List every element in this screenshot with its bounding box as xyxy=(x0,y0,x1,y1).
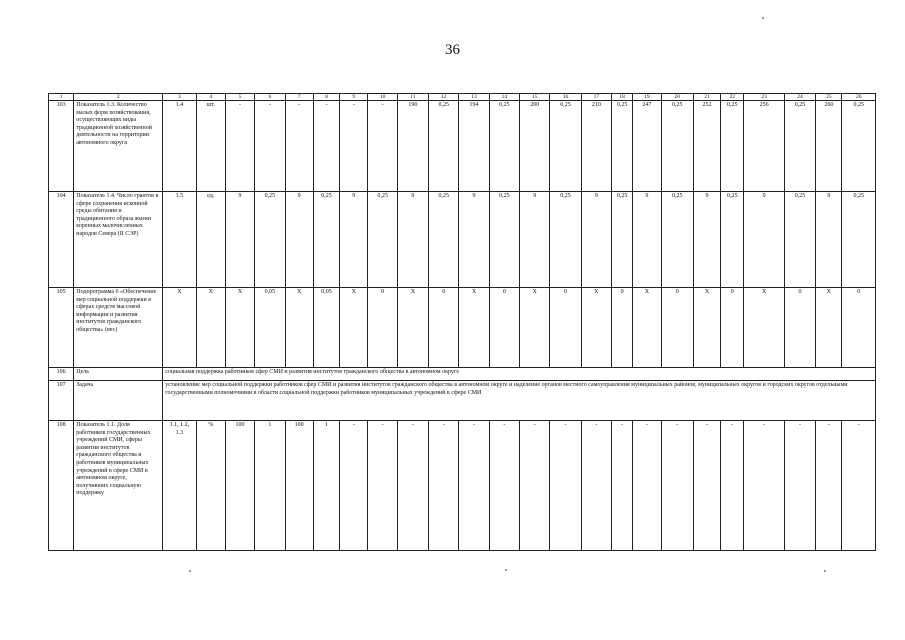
value-cell: - xyxy=(340,101,368,192)
value-cell: 0,25 xyxy=(842,192,876,288)
value-cell: 252 xyxy=(693,101,720,192)
value-cell: - xyxy=(255,101,285,192)
value-cell: - xyxy=(225,101,254,192)
value-cell: X xyxy=(285,288,313,368)
column-number: 2 xyxy=(74,94,163,101)
table-row xyxy=(49,288,876,368)
value-cell: 0 xyxy=(612,288,633,368)
value-cell: - xyxy=(633,421,661,551)
value-cell: X xyxy=(163,288,196,368)
value-cell: 9 xyxy=(285,192,313,288)
column-number: 23 xyxy=(744,94,784,101)
column-number: 20 xyxy=(661,94,693,101)
row-number: 104 xyxy=(49,192,74,288)
value-cell: 0,25 xyxy=(784,101,815,192)
indicator-name: Показатель 1.4. Число грантов в сфере сохранения исконной среды обитания и традиционного образа жизни коренных малочисленных народов Севера (II СЭР) xyxy=(74,192,163,288)
column-number: 11 xyxy=(397,94,428,101)
value-cell: 0,25 xyxy=(784,192,815,288)
value-cell: 200 xyxy=(520,101,550,192)
value-cell: X xyxy=(340,288,368,368)
value-cell: ед. xyxy=(196,192,225,288)
table-row xyxy=(49,368,876,381)
value-cell: 210 xyxy=(581,101,611,192)
table-row xyxy=(49,192,876,288)
scan-speck xyxy=(762,17,764,19)
value-cell: - xyxy=(397,421,428,551)
value-cell: 9 xyxy=(520,192,550,288)
value-cell: X xyxy=(633,288,661,368)
value-cell: 9 xyxy=(816,192,842,288)
merged-description: установление мер социальной поддержки работников сфер СМИ и развития институтов гражданского общества в автономном округе и наделение органов местного самоуправления муниципальных районов, муниципальных округов и городских округов отдельными государственными полномочиями в области социальной поддержки работников муниципальных учреждений в сфере СМИ xyxy=(163,381,876,421)
scan-speck xyxy=(189,570,191,572)
value-cell: 0 xyxy=(784,288,815,368)
value-cell: X xyxy=(397,288,428,368)
value-cell: 9 xyxy=(225,192,254,288)
table-row xyxy=(49,421,876,551)
value-cell: 0 xyxy=(489,288,519,368)
value-cell: - xyxy=(842,421,876,551)
indicator-name: Показатель 1.3. Количество малых форм хозяйствования, осуществляющих виды традиционной хозяйственной деятельности на территории автономного округа xyxy=(74,101,163,192)
column-number: 3 xyxy=(163,94,196,101)
value-cell: X xyxy=(196,288,225,368)
indicator-name: Подпрограмма 6 «Обеспечение мер социальной поддержки в сферах средств массовой информации и развития институтов гражданского общества» (вес) xyxy=(74,288,163,368)
value-cell: 256 xyxy=(744,101,784,192)
value-cell: 9 xyxy=(744,192,784,288)
column-number: 22 xyxy=(721,94,744,101)
value-cell: - xyxy=(520,421,550,551)
indicator-table xyxy=(48,93,876,551)
indicator-name: Цель xyxy=(74,368,163,381)
value-cell: - xyxy=(784,421,815,551)
column-number: 4 xyxy=(196,94,225,101)
value-cell: 247 xyxy=(633,101,661,192)
value-cell: - xyxy=(661,421,693,551)
value-cell: 1.4 xyxy=(163,101,196,192)
value-cell: 1.5 xyxy=(163,192,196,288)
column-number: 5 xyxy=(225,94,254,101)
column-number: 6 xyxy=(255,94,285,101)
table-row xyxy=(49,101,876,192)
value-cell: 100 xyxy=(225,421,254,551)
column-number: 10 xyxy=(368,94,397,101)
merged-description: социальная поддержка работников сфер СМИ и развития институтов гражданского общества в автономном округе xyxy=(163,368,876,381)
value-cell: 9 xyxy=(397,192,428,288)
indicator-name: Задача xyxy=(74,381,163,421)
value-cell: 9 xyxy=(581,192,611,288)
value-cell: 9 xyxy=(693,192,720,288)
row-number: 107 xyxy=(49,381,74,421)
value-cell: 0 xyxy=(842,288,876,368)
value-cell: 0 xyxy=(661,288,693,368)
value-cell: 0,25 xyxy=(550,192,581,288)
row-number: 103 xyxy=(49,101,74,192)
column-number: 16 xyxy=(550,94,581,101)
column-number: 1 xyxy=(49,94,74,101)
value-cell: 9 xyxy=(340,192,368,288)
value-cell: - xyxy=(429,421,459,551)
column-number: 7 xyxy=(285,94,313,101)
value-cell: 0,25 xyxy=(429,101,459,192)
value-cell: 0,25 xyxy=(612,101,633,192)
value-cell: - xyxy=(721,421,744,551)
value-cell: 0,25 xyxy=(612,192,633,288)
value-cell: 0,25 xyxy=(489,101,519,192)
value-cell: - xyxy=(744,421,784,551)
page-number: 36 xyxy=(445,42,460,58)
column-number: 19 xyxy=(633,94,661,101)
value-cell: - xyxy=(612,421,633,551)
column-number: 26 xyxy=(842,94,876,101)
value-cell: % xyxy=(196,421,225,551)
column-number: 18 xyxy=(612,94,633,101)
column-number: 14 xyxy=(489,94,519,101)
scan-speck xyxy=(505,569,507,571)
value-cell: - xyxy=(368,101,397,192)
indicator-name: Показатель 1.1. Доля работников государственных учреждений СМИ, сферы развития институтов гражданского общества и работников муниципальных учреждений в сфере СМИ в автономном округе, получивших социальную поддержку xyxy=(74,421,163,551)
value-cell: 0 xyxy=(429,288,459,368)
value-cell: 0,25 xyxy=(429,192,459,288)
value-cell: 0,25 xyxy=(661,192,693,288)
header-row xyxy=(49,94,876,101)
value-cell: - xyxy=(581,421,611,551)
value-cell: 1 xyxy=(255,421,285,551)
value-cell: 0 xyxy=(368,288,397,368)
value-cell: 0,25 xyxy=(721,101,744,192)
value-cell: 0,25 xyxy=(368,192,397,288)
row-number: 106 xyxy=(49,368,74,381)
value-cell: 100 xyxy=(285,421,313,551)
value-cell: 0,25 xyxy=(255,192,285,288)
column-number: 25 xyxy=(816,94,842,101)
value-cell: 0,05 xyxy=(313,288,339,368)
column-number: 12 xyxy=(429,94,459,101)
value-cell: X xyxy=(693,288,720,368)
value-cell: 0,25 xyxy=(661,101,693,192)
value-cell: 9 xyxy=(459,192,489,288)
value-cell: шт. xyxy=(196,101,225,192)
value-cell: 0 xyxy=(721,288,744,368)
value-cell: 1 xyxy=(313,421,339,551)
column-number: 9 xyxy=(340,94,368,101)
value-cell: 190 xyxy=(397,101,428,192)
value-cell: - xyxy=(340,421,368,551)
value-cell: - xyxy=(550,421,581,551)
value-cell: 0,05 xyxy=(255,288,285,368)
value-cell: X xyxy=(459,288,489,368)
value-cell: X xyxy=(225,288,254,368)
value-cell: X xyxy=(744,288,784,368)
value-cell: 194 xyxy=(459,101,489,192)
value-cell: - xyxy=(368,421,397,551)
value-cell: 0,25 xyxy=(550,101,581,192)
value-cell: X xyxy=(520,288,550,368)
value-cell: - xyxy=(459,421,489,551)
value-cell: 0 xyxy=(550,288,581,368)
value-cell: - xyxy=(313,101,339,192)
column-number: 8 xyxy=(313,94,339,101)
value-cell: 0,25 xyxy=(489,192,519,288)
value-cell: - xyxy=(489,421,519,551)
value-cell: X xyxy=(816,288,842,368)
value-cell: 9 xyxy=(633,192,661,288)
value-cell: - xyxy=(816,421,842,551)
column-number: 24 xyxy=(784,94,815,101)
row-number: 108 xyxy=(49,421,74,551)
column-number: 13 xyxy=(459,94,489,101)
column-number: 15 xyxy=(520,94,550,101)
value-cell: - xyxy=(693,421,720,551)
value-cell: 0,25 xyxy=(721,192,744,288)
row-number: 105 xyxy=(49,288,74,368)
value-cell: 0,25 xyxy=(842,101,876,192)
value-cell: 0,25 xyxy=(313,192,339,288)
value-cell: X xyxy=(581,288,611,368)
column-number: 21 xyxy=(693,94,720,101)
value-cell: - xyxy=(285,101,313,192)
value-cell: 260 xyxy=(816,101,842,192)
scan-speck xyxy=(824,570,826,572)
value-cell: 1.1, 1.2, 1.3 xyxy=(163,421,196,551)
table-row xyxy=(49,381,876,421)
column-number: 17 xyxy=(581,94,611,101)
